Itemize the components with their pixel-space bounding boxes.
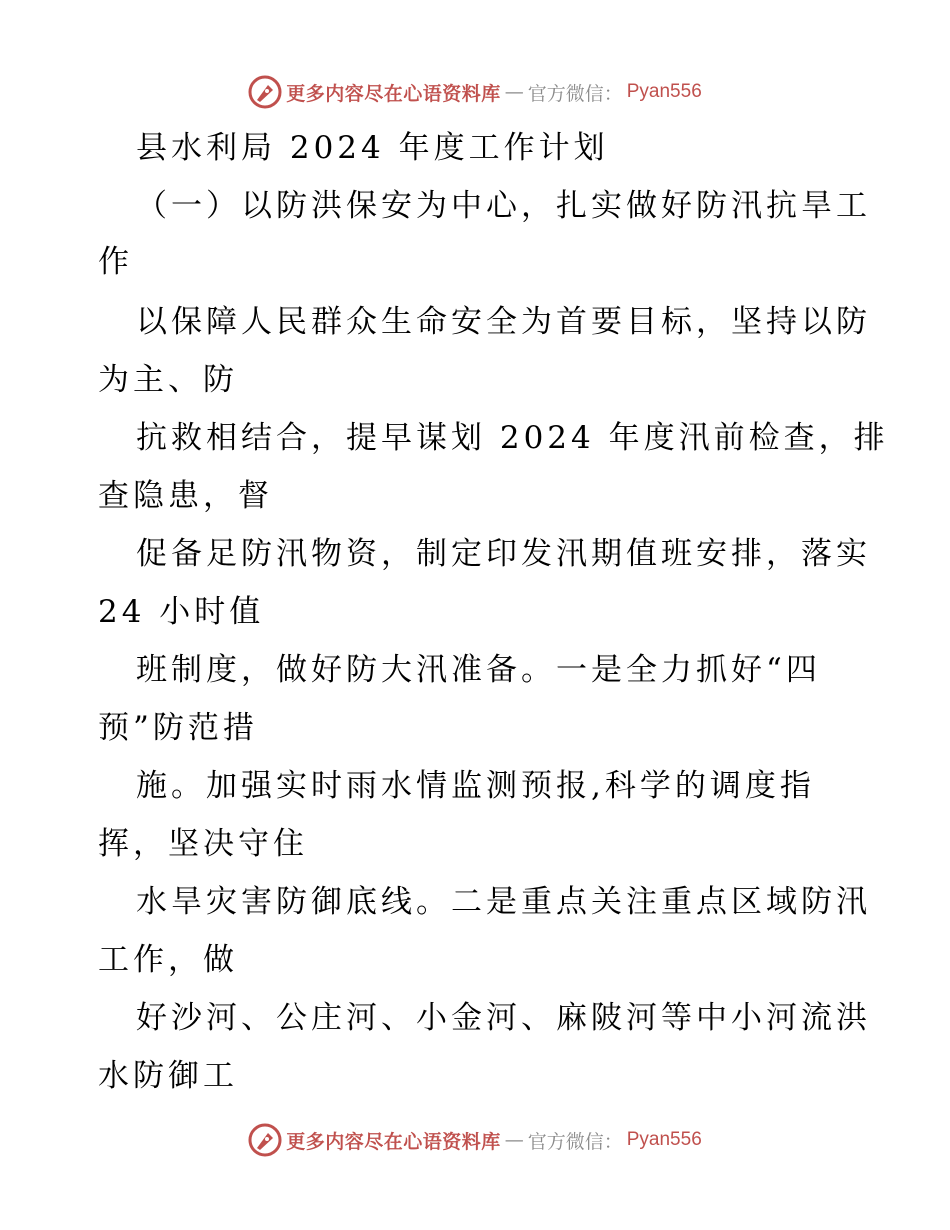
- header-brand: 更多内容尽在心语资料库: [286, 82, 501, 105]
- text-line: 以保障人民群众生命安全为首要目标，坚持以防: [136, 304, 871, 340]
- text-line: 为主、防: [98, 362, 238, 398]
- text-line: 查隐患，督: [98, 478, 273, 514]
- text-line: 促备足防汛物资，制定印发汛期值班安排，落实: [136, 536, 871, 572]
- text-line: 班制度，做好防大汛准备。一是全力抓好“四: [136, 652, 821, 688]
- footer-separator: —: [504, 1129, 524, 1151]
- pen-nib-logo-icon: [248, 75, 282, 109]
- text-line: 作: [98, 244, 133, 280]
- document-title: 县水利局 2024 年度工作计划: [136, 130, 609, 166]
- pen-nib-logo-icon: [248, 1123, 282, 1157]
- text-line: 预”防范措: [98, 710, 258, 746]
- footer-account: Pyan556: [626, 1129, 702, 1150]
- text-line: 施。加强实时雨水情监测预报,科学的调度指: [136, 768, 815, 804]
- text-line: （一）以防洪保安为中心，扎实做好防汛抗旱工: [136, 188, 871, 224]
- footer-banner: [0, 1120, 950, 1160]
- text-line: 工作，做: [98, 942, 238, 978]
- header-banner: [0, 72, 950, 112]
- text-line: 水旱灾害防御底线。二是重点关注重点区域防汛: [136, 884, 871, 920]
- text-line: 24 小时值: [98, 594, 265, 630]
- footer-wechat-label: 官方微信：: [527, 1130, 623, 1153]
- header-wechat-label: 官方微信：: [527, 82, 623, 105]
- text-line: 水防御工: [98, 1058, 238, 1094]
- text-line: 抗救相结合，提早谋划 2024 年度汛前检查，排: [136, 420, 889, 456]
- text-line: 好沙河、公庄河、小金河、麻陂河等中小河流洪: [136, 1000, 871, 1036]
- text-line: 挥，坚决守住: [98, 826, 308, 862]
- header-account: Pyan556: [626, 81, 702, 102]
- footer-brand: 更多内容尽在心语资料库: [286, 1130, 501, 1153]
- header-separator: —: [504, 81, 524, 103]
